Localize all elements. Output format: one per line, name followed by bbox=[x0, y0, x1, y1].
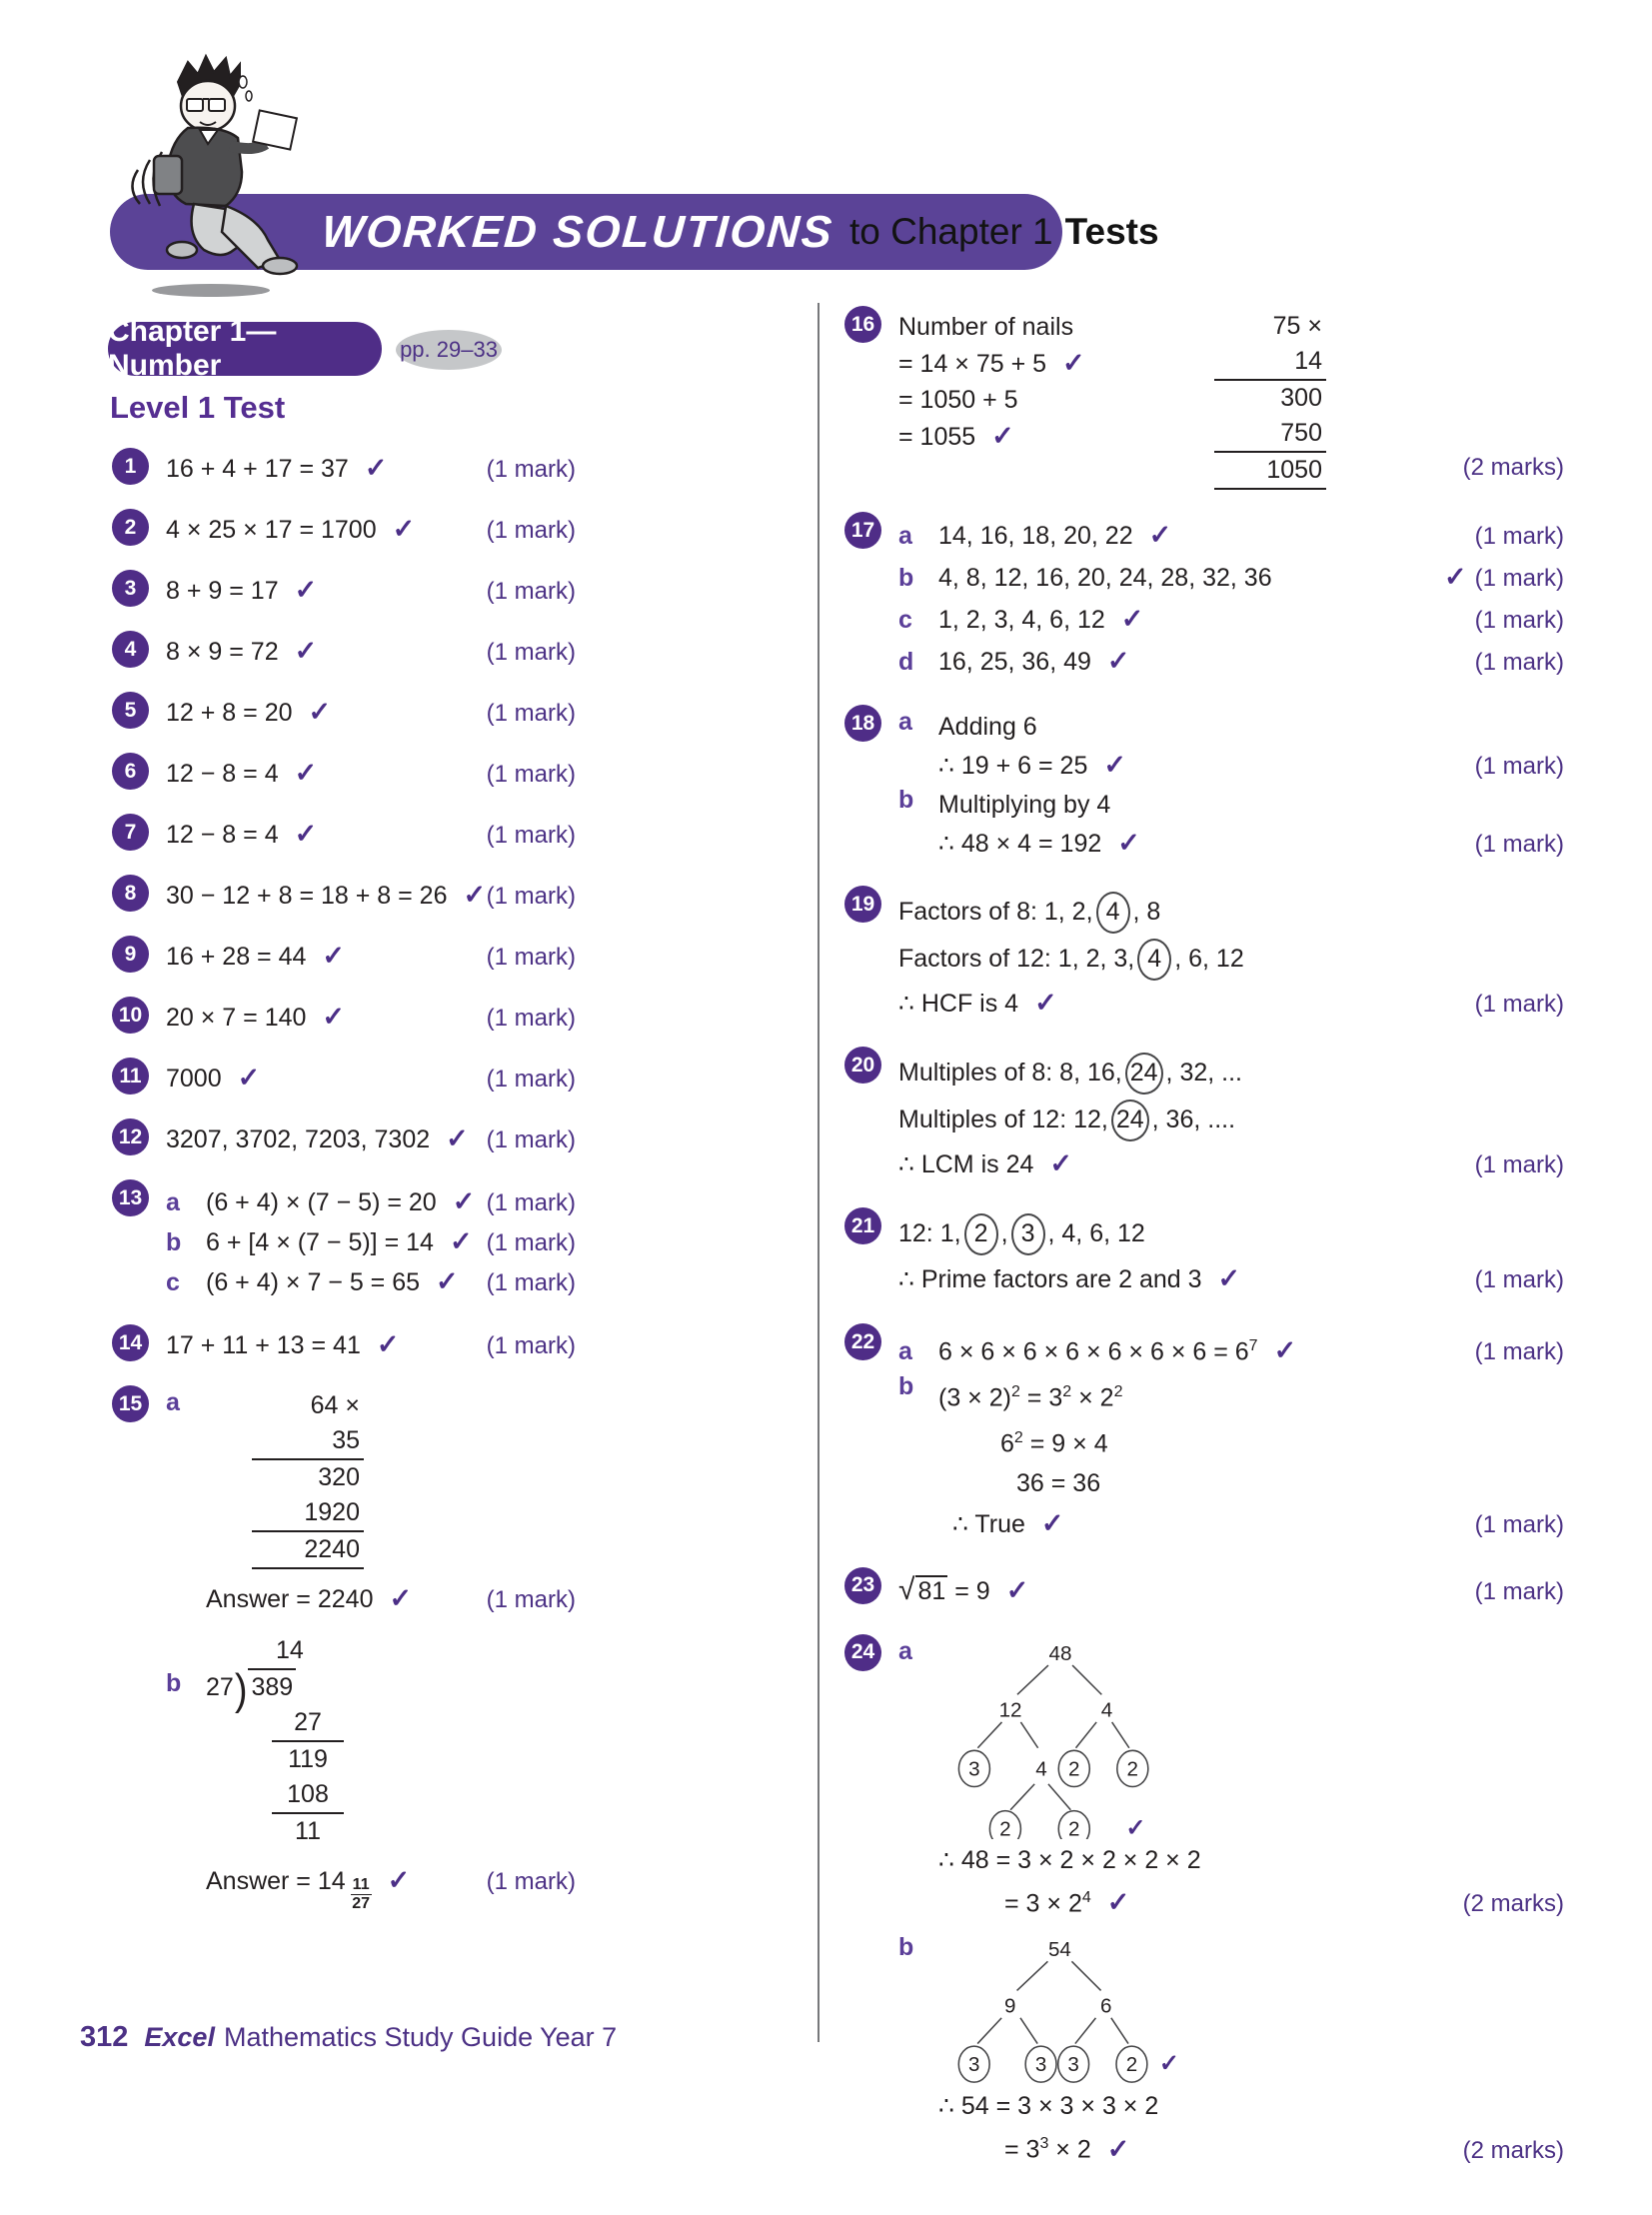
radical-icon: √ bbox=[898, 1572, 915, 1606]
mult-row: 75 × bbox=[1272, 312, 1322, 340]
checkmark-icon: ✓ bbox=[392, 514, 416, 544]
math-expression: = 14 × 75 + 5 bbox=[898, 350, 1047, 378]
part-letter: b bbox=[898, 1372, 914, 1401]
question-badge: 12 bbox=[112, 1118, 149, 1155]
solution-text: Factors of 8: 1, 2, bbox=[898, 898, 1093, 926]
page-number: 312 bbox=[80, 2021, 129, 2053]
question-1 bbox=[112, 447, 576, 487]
question-5 bbox=[112, 691, 576, 731]
question-8 bbox=[112, 874, 576, 914]
solution-text: Multiples of 8: 8, 16, bbox=[898, 1059, 1122, 1087]
mark-label: ✓ (1 mark) bbox=[1444, 562, 1564, 592]
checkmark-icon: ✓ bbox=[1158, 2050, 1179, 2078]
question-badge: 19 bbox=[844, 886, 881, 923]
quotient: 14 bbox=[276, 1636, 304, 1664]
checkmark-icon: ✓ bbox=[322, 941, 346, 971]
question-badge: 1 bbox=[112, 448, 149, 485]
checkmark-icon: ✓ bbox=[1034, 988, 1057, 1018]
part-b bbox=[898, 1372, 1564, 1545]
math-expression: (6 + 4) × 7 − 5 = 65 bbox=[206, 1268, 421, 1296]
conclusion-text: ∴ Prime factors are 2 and 3 bbox=[898, 1265, 1202, 1293]
question-badge: 5 bbox=[112, 692, 149, 729]
question-badge: 10 bbox=[112, 997, 149, 1034]
chapter-badge: Chapter 1—Number bbox=[108, 322, 382, 376]
part-letter: b bbox=[898, 786, 914, 814]
tree-node: 48 bbox=[1048, 1641, 1072, 1665]
math-expression: = 1050 + 5 bbox=[898, 386, 1018, 414]
conclusion-text: ∴ True bbox=[952, 1509, 1025, 1538]
banner-subtitle-bold: Tests bbox=[1064, 211, 1159, 252]
question-12 bbox=[112, 1117, 576, 1157]
solution-text: , bbox=[1000, 1219, 1008, 1247]
math-expression: 3207, 3702, 7203, 7302 bbox=[166, 1125, 431, 1153]
question-badge: 21 bbox=[844, 1207, 881, 1244]
mark-label: (1 mark) bbox=[1474, 1510, 1564, 1538]
section-title: Level 1 Test bbox=[110, 390, 286, 425]
checkmark-icon: ✓ bbox=[449, 1226, 473, 1256]
mark-label: (1 mark) bbox=[1474, 649, 1564, 676]
figure bbox=[154, 56, 297, 274]
checkmark-icon: ✓ bbox=[1148, 520, 1172, 550]
tree-node-circled: 3 bbox=[967, 2053, 980, 2077]
part-a bbox=[898, 1637, 1564, 1923]
checkmark-icon: ✓ bbox=[294, 819, 318, 849]
question-badge: 23 bbox=[844, 1567, 881, 1604]
solution-text: , 36, .... bbox=[1151, 1106, 1236, 1133]
tree-node-circled: 2 bbox=[1068, 1817, 1080, 1839]
number-list: 1, 2, 3, 4, 6, 12 bbox=[938, 606, 1105, 634]
banner-title: WORKED SOLUTIONS bbox=[320, 206, 835, 257]
mark-label: (1 mark) bbox=[486, 761, 576, 788]
math-expression: 16 + 4 + 17 = 37 bbox=[166, 455, 349, 483]
question-badge: 3 bbox=[112, 570, 149, 607]
division-row: 119 bbox=[288, 1745, 328, 1773]
question-badge: 16 bbox=[844, 306, 881, 343]
mult-row: 14 bbox=[1214, 344, 1326, 381]
math-expression: $6 \times 6 \times 6 \times 6 \times 6 \times 6 \times 6 = 6^7$ bbox=[938, 1337, 1258, 1366]
math-expression: 7000 bbox=[166, 1065, 222, 1093]
checkmark-icon: ✓ bbox=[1106, 1887, 1130, 1918]
circled-number: 4 bbox=[1096, 892, 1130, 934]
tree-node: 12 bbox=[998, 1698, 1022, 1722]
checkmark-icon: ✓ bbox=[322, 1002, 346, 1032]
mult-row: 1050 bbox=[1214, 453, 1326, 490]
circled-number: 2 bbox=[964, 1213, 998, 1255]
checkmark-icon: ✓ bbox=[1444, 562, 1467, 592]
math-expression: 4 × 25 × 17 = 1700 bbox=[166, 516, 377, 544]
question-badge: 9 bbox=[112, 936, 149, 973]
number-list: 4, 8, 12, 16, 20, 24, 28, 32, 36 bbox=[938, 564, 1272, 592]
checkmark-icon: ✓ bbox=[364, 453, 388, 483]
math-expression: 12 + 8 = 20 bbox=[166, 699, 293, 727]
mark-label: (1 mark) bbox=[486, 578, 576, 605]
question-badge: 11 bbox=[112, 1058, 149, 1095]
mult-row: 1920 bbox=[252, 1495, 364, 1532]
circled-number: 24 bbox=[1125, 1053, 1163, 1095]
mark-label: (1 mark) bbox=[486, 456, 576, 483]
tree-node-circled: 3 bbox=[1067, 2053, 1079, 2077]
mark-label: (1 mark) bbox=[1474, 753, 1564, 780]
tree-node-circled: 2 bbox=[999, 1817, 1011, 1839]
question-badge: 8 bbox=[112, 875, 149, 912]
math-expression: 30 − 12 + 8 = 18 + 8 = 26 bbox=[166, 882, 448, 910]
math-expression: 12 − 8 = 4 bbox=[166, 821, 279, 849]
part-letter: a bbox=[898, 1636, 912, 1665]
answer-text: Answer = 14 bbox=[206, 1867, 346, 1895]
division-row: 27 bbox=[272, 1705, 344, 1742]
division-row: 108 bbox=[272, 1777, 344, 1814]
solution-text: Multiplying by 4 bbox=[938, 791, 1111, 819]
mark-label: (1 mark) bbox=[1474, 831, 1564, 858]
mark-label: (1 mark) bbox=[486, 700, 576, 727]
question-badge: 4 bbox=[112, 631, 149, 668]
solution-text: Adding 6 bbox=[938, 713, 1037, 741]
math-expression: 8 + 9 = 17 bbox=[166, 577, 279, 605]
tree-node: 4 bbox=[1100, 1698, 1113, 1722]
tree-node: 6 bbox=[1099, 1995, 1112, 2019]
tree-node-circled: 3 bbox=[968, 1757, 980, 1781]
tree-node: 54 bbox=[1047, 1938, 1071, 1962]
checkmark-icon: ✓ bbox=[308, 697, 332, 727]
fraction: $\frac{11}{27}$ bbox=[352, 1876, 371, 1912]
question-badge: 2 bbox=[112, 509, 149, 546]
math-expression: 16 + 28 = 44 bbox=[166, 943, 307, 971]
checkmark-icon: ✓ bbox=[1106, 646, 1130, 676]
conclusion-text: ∴ 54 = 3 × 3 × 3 × 2 bbox=[938, 2092, 1159, 2121]
checkmark-icon: ✓ bbox=[294, 636, 318, 666]
question-2 bbox=[112, 508, 576, 548]
answer-text: Answer = 2240 bbox=[206, 1585, 374, 1613]
factor-tree-54 bbox=[948, 1937, 1188, 2085]
checkmark-icon: ✓ bbox=[294, 758, 318, 788]
solution-text: Multiples of 12: 12, bbox=[898, 1106, 1108, 1133]
mark-label: (1 mark) bbox=[1474, 1266, 1564, 1293]
mark-label: (1 mark) bbox=[486, 517, 576, 544]
part-b bbox=[898, 1933, 1564, 2169]
mark-label: (1 mark) bbox=[1474, 1151, 1564, 1178]
part-letter: c bbox=[898, 606, 912, 634]
left-column bbox=[112, 447, 576, 1933]
question-21 bbox=[844, 1206, 1564, 1301]
question-badge: 24 bbox=[844, 1634, 881, 1671]
question-23 bbox=[844, 1566, 1564, 1612]
math-expression: 8 × 9 = 72 bbox=[166, 638, 279, 666]
math-expression: = $3 \times 2^4$ bbox=[1004, 1888, 1091, 1918]
math-expression: $(3 \times 2)^2 = 3^2 \times 2^2$ bbox=[938, 1383, 1123, 1412]
mult-row: 750 bbox=[1214, 416, 1326, 453]
tree-node: 4 bbox=[1035, 1757, 1047, 1781]
mark-label: (1 mark) bbox=[1474, 607, 1564, 634]
tree-node: 9 bbox=[1003, 1995, 1016, 2019]
checkmark-icon: ✓ bbox=[1273, 1335, 1297, 1366]
question-badge: 22 bbox=[844, 1323, 881, 1360]
part-letter: a bbox=[166, 1188, 180, 1216]
mult-row: 320 bbox=[318, 1463, 360, 1491]
question-4 bbox=[112, 630, 576, 670]
checkmark-icon: ✓ bbox=[1103, 750, 1126, 780]
solution-text: , 6, 12 bbox=[1174, 945, 1244, 973]
running-student-illustration bbox=[128, 52, 343, 302]
question-badge: 20 bbox=[844, 1047, 881, 1084]
mark-label: (1 mark) bbox=[486, 1269, 576, 1296]
divisor: 27 bbox=[206, 1673, 234, 1701]
math-expression: √ 81 = 9 bbox=[898, 1572, 990, 1606]
math-expression: = 1055 bbox=[898, 423, 976, 451]
question-3 bbox=[112, 569, 576, 609]
circled-number: 3 bbox=[1011, 1213, 1045, 1255]
tree-node-circled: 2 bbox=[1068, 1757, 1080, 1781]
math-expression: 20 × 7 = 140 bbox=[166, 1004, 307, 1032]
part-letter: c bbox=[166, 1268, 180, 1296]
book-brand: Excel bbox=[144, 2022, 215, 2052]
solution-text: , 8 bbox=[1132, 898, 1161, 926]
question-10 bbox=[112, 996, 576, 1036]
circled-number: 24 bbox=[1111, 1100, 1149, 1141]
tree-node-circled: 2 bbox=[1125, 2053, 1138, 2077]
part-letter: b bbox=[898, 564, 914, 592]
solution-text: Number of nails bbox=[898, 313, 1074, 341]
mark-label: (1 mark) bbox=[486, 1189, 576, 1216]
math-expression: = $3^3 \times 2$ bbox=[1004, 2135, 1091, 2164]
mark-label: (1 mark) bbox=[1474, 523, 1564, 550]
checkmark-icon: ✓ bbox=[376, 1329, 400, 1359]
math-expression: 17 + 11 + 13 = 41 bbox=[166, 1331, 361, 1359]
part-letter: a bbox=[166, 1388, 180, 1416]
question-20 bbox=[844, 1046, 1564, 1185]
math-expression: 6 + [4 × (7 − 5)] = 14 bbox=[206, 1228, 434, 1256]
conclusion-text: ∴ HCF is 4 bbox=[898, 990, 1019, 1018]
mark-label: (1 mark) bbox=[486, 639, 576, 666]
question-14 bbox=[112, 1323, 576, 1363]
math-expression: 12 − 8 = 4 bbox=[166, 760, 279, 788]
math-expression: $6^2 = 9 \times 4$ bbox=[1000, 1428, 1108, 1457]
mark-label: (1 mark) bbox=[486, 1868, 576, 1895]
mark-label: (1 mark) bbox=[1474, 1338, 1564, 1366]
pages-pill: pp. 29–33 bbox=[396, 330, 502, 370]
checkmark-icon: ✓ bbox=[1117, 828, 1140, 858]
solution-text: , 4, 6, 12 bbox=[1047, 1219, 1145, 1247]
column-divider bbox=[818, 303, 820, 2042]
mult-row: 2240 bbox=[252, 1532, 364, 1569]
question-badge: 15 bbox=[112, 1385, 149, 1422]
mark-label: (1 mark) bbox=[486, 1005, 576, 1032]
tree-node-circled: 3 bbox=[1034, 2053, 1047, 2077]
mark-label: (2 marks) bbox=[1462, 2136, 1564, 2164]
question-9 bbox=[112, 935, 576, 975]
question-badge: 18 bbox=[844, 705, 881, 742]
checkmark-icon: ✓ bbox=[1120, 604, 1144, 634]
question-18 bbox=[844, 704, 1564, 864]
mark-label: (1 mark) bbox=[486, 1126, 576, 1153]
checkmark-icon: ✓ bbox=[294, 575, 318, 605]
mark-label: (1 mark) bbox=[486, 822, 576, 849]
part-b bbox=[898, 786, 1564, 864]
math-expression: ∴ 48 × 4 = 192 bbox=[938, 830, 1102, 858]
question-badge: 6 bbox=[112, 753, 149, 790]
mark-label: (1 mark) bbox=[486, 1332, 576, 1359]
question-badge: 17 bbox=[844, 512, 881, 549]
column-multiplication bbox=[1214, 309, 1326, 490]
checkmark-icon: ✓ bbox=[1005, 1574, 1029, 1605]
checkmark-icon: ✓ bbox=[237, 1063, 261, 1093]
question-badge: 7 bbox=[112, 814, 149, 851]
checkmark-icon: ✓ bbox=[1106, 2133, 1130, 2164]
book-title: Mathematics Study Guide Year 7 bbox=[223, 2022, 618, 2052]
part-letter: a bbox=[898, 1337, 912, 1366]
long-division bbox=[206, 1633, 576, 1849]
mult-row: 35 bbox=[252, 1423, 364, 1460]
part-letter: a bbox=[898, 708, 912, 736]
part-letter: b bbox=[166, 1228, 182, 1256]
number-list: 14, 16, 18, 20, 22 bbox=[938, 522, 1133, 550]
checkmark-icon: ✓ bbox=[387, 1865, 411, 1895]
part-a bbox=[166, 1388, 576, 1617]
part-letter: b bbox=[898, 1933, 914, 1962]
checkmark-icon: ✓ bbox=[452, 1186, 476, 1216]
math-expression: (6 + 4) × (7 − 5) = 20 bbox=[206, 1188, 437, 1216]
mark-label: (2 marks) bbox=[1462, 454, 1564, 481]
solution-text: Factors of 12: 1, 2, 3, bbox=[898, 945, 1135, 973]
mark-label: (1 mark) bbox=[1474, 1577, 1564, 1605]
part-letter: b bbox=[166, 1669, 182, 1697]
question-11 bbox=[112, 1057, 576, 1097]
math-expression: ∴ 19 + 6 = 25 bbox=[938, 752, 1088, 780]
question-badge: 13 bbox=[112, 1179, 149, 1216]
mark-label: (1 mark) bbox=[486, 1066, 576, 1093]
checkmark-icon: ✓ bbox=[1217, 1263, 1241, 1293]
number-list: 16, 25, 36, 49 bbox=[938, 648, 1091, 676]
checkmark-icon: ✓ bbox=[1125, 1814, 1146, 1839]
question-24 bbox=[844, 1633, 1564, 2170]
column-multiplication bbox=[252, 1388, 364, 1569]
circled-number: 4 bbox=[1137, 939, 1171, 981]
question-13 bbox=[112, 1178, 576, 1302]
question-badge: 14 bbox=[112, 1324, 149, 1361]
mark-label: (1 mark) bbox=[486, 944, 576, 971]
dividend: 389 bbox=[248, 1668, 296, 1705]
mark-label: (1 mark) bbox=[486, 1229, 576, 1256]
checkmark-icon: ✓ bbox=[1040, 1507, 1064, 1538]
question-16 bbox=[844, 305, 1564, 490]
part-b bbox=[166, 1633, 576, 1912]
part-letter: d bbox=[898, 648, 914, 676]
checkmark-icon: ✓ bbox=[991, 421, 1014, 451]
mark-label: (2 marks) bbox=[1462, 1890, 1564, 1918]
checkmark-icon: ✓ bbox=[436, 1266, 459, 1296]
conclusion-text: ∴ LCM is 24 bbox=[898, 1150, 1034, 1178]
mark-label: (1 mark) bbox=[1474, 991, 1564, 1018]
part-letter: a bbox=[898, 522, 912, 550]
solution-text: 12: 1, bbox=[898, 1219, 961, 1247]
solution-text: , 32, ... bbox=[1165, 1059, 1242, 1087]
checkmark-icon: ✓ bbox=[463, 880, 487, 910]
mark-label: (1 mark) bbox=[486, 883, 576, 910]
factor-tree-48 bbox=[948, 1641, 1172, 1839]
checkmark-icon: ✓ bbox=[446, 1123, 469, 1153]
question-19 bbox=[844, 885, 1564, 1025]
mult-row: 64 × bbox=[310, 1391, 360, 1419]
question-15 bbox=[112, 1384, 576, 1912]
checkmark-icon: ✓ bbox=[389, 1583, 413, 1613]
checkmark-icon: ✓ bbox=[1049, 1148, 1073, 1178]
checkmark-icon: ✓ bbox=[1062, 348, 1085, 378]
banner-subtitle: to Chapter 1 bbox=[849, 211, 1053, 252]
tree-node-circled: 2 bbox=[1126, 1757, 1139, 1781]
mult-row: 300 bbox=[1280, 384, 1322, 412]
mark-label: (1 mark) bbox=[486, 1586, 576, 1613]
division-bracket-icon: ) bbox=[234, 1665, 248, 1715]
page-footer bbox=[80, 2021, 617, 2054]
question-22 bbox=[844, 1322, 1564, 1545]
right-column bbox=[844, 305, 1564, 2191]
question-7 bbox=[112, 813, 576, 853]
part-a bbox=[898, 708, 1564, 786]
question-17 bbox=[844, 511, 1564, 683]
question-6 bbox=[112, 752, 576, 792]
conclusion-text: ∴ 48 = 3 × 2 × 2 × 2 × 2 bbox=[938, 1845, 1201, 1874]
division-row: 11 bbox=[295, 1817, 321, 1845]
math-expression: 36 = 36 bbox=[1016, 1468, 1101, 1497]
